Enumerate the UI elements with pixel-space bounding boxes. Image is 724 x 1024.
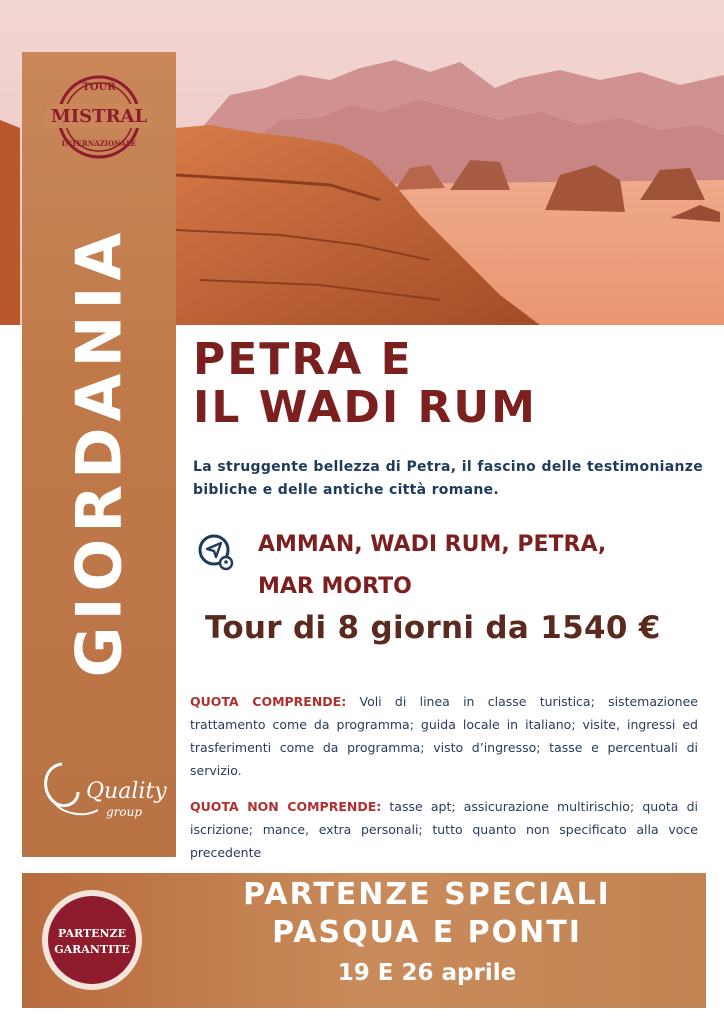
banner-dates: 19 E 26 aprile bbox=[337, 960, 517, 986]
svg-text:INTERNAZIONALE: INTERNAZIONALE bbox=[61, 139, 137, 148]
quota-comprende bbox=[190, 690, 698, 782]
tour-subtitle: La struggente bellezza di Petra, il fascino delle testimonianze bibliche e delle antiche città romane. bbox=[193, 459, 703, 498]
svg-text:PARTENZE: PARTENZE bbox=[58, 927, 126, 940]
svg-text:GARANTITE: GARANTITE bbox=[54, 943, 130, 956]
destinations-line-2: MAR MORTO bbox=[258, 574, 412, 599]
navigation-arrow-icon bbox=[197, 533, 235, 571]
destinations-line-1: AMMAN, WADI RUM, PETRA, bbox=[258, 532, 607, 557]
quota-non-comprende bbox=[190, 795, 698, 864]
title-line-2: IL WADI RUM bbox=[193, 382, 537, 433]
destinations bbox=[258, 524, 606, 608]
banner-title-2: PASQUA E PONTI bbox=[272, 915, 582, 950]
departures-banner bbox=[22, 873, 706, 1008]
quota-non-comprende-label: QUOTA NON COMPRENDE: bbox=[190, 799, 382, 814]
quality-group-logo bbox=[34, 752, 169, 832]
title-line-1: PETRA E bbox=[193, 334, 413, 385]
quota-comprende-label: QUOTA COMPRENDE: bbox=[190, 694, 347, 709]
svg-text:Quality: Quality bbox=[86, 779, 167, 804]
tour-price: Tour di 8 giorni da 1540 € bbox=[205, 610, 661, 646]
quota-non-comprende-text: tasse apt; assicurazione multirischio; quota di iscrizione; mance, extra personali; tutto quanto non specificato alla voce precedente bbox=[190, 799, 698, 860]
svg-text:group: group bbox=[106, 805, 143, 819]
quota-comprende-text: Voli di linea in classe turistica; sistemazionee trattamento come da programma; guida locale in italiano; visite, ingressi ed trasferimenti come da programma; visto d’ingresso; tasse e percentuali di servizio. bbox=[190, 694, 698, 778]
svg-text:TOUR: TOUR bbox=[82, 82, 116, 93]
svg-text:MISTRAL: MISTRAL bbox=[50, 106, 148, 127]
sidebar-band bbox=[22, 52, 176, 857]
country-label: GIORDANIA bbox=[62, 226, 136, 678]
tour-title bbox=[193, 336, 537, 432]
mistral-logo bbox=[44, 62, 154, 172]
banner-title-1: PARTENZE SPECIALI bbox=[243, 877, 611, 912]
partenze-garantite-badge bbox=[39, 887, 145, 993]
